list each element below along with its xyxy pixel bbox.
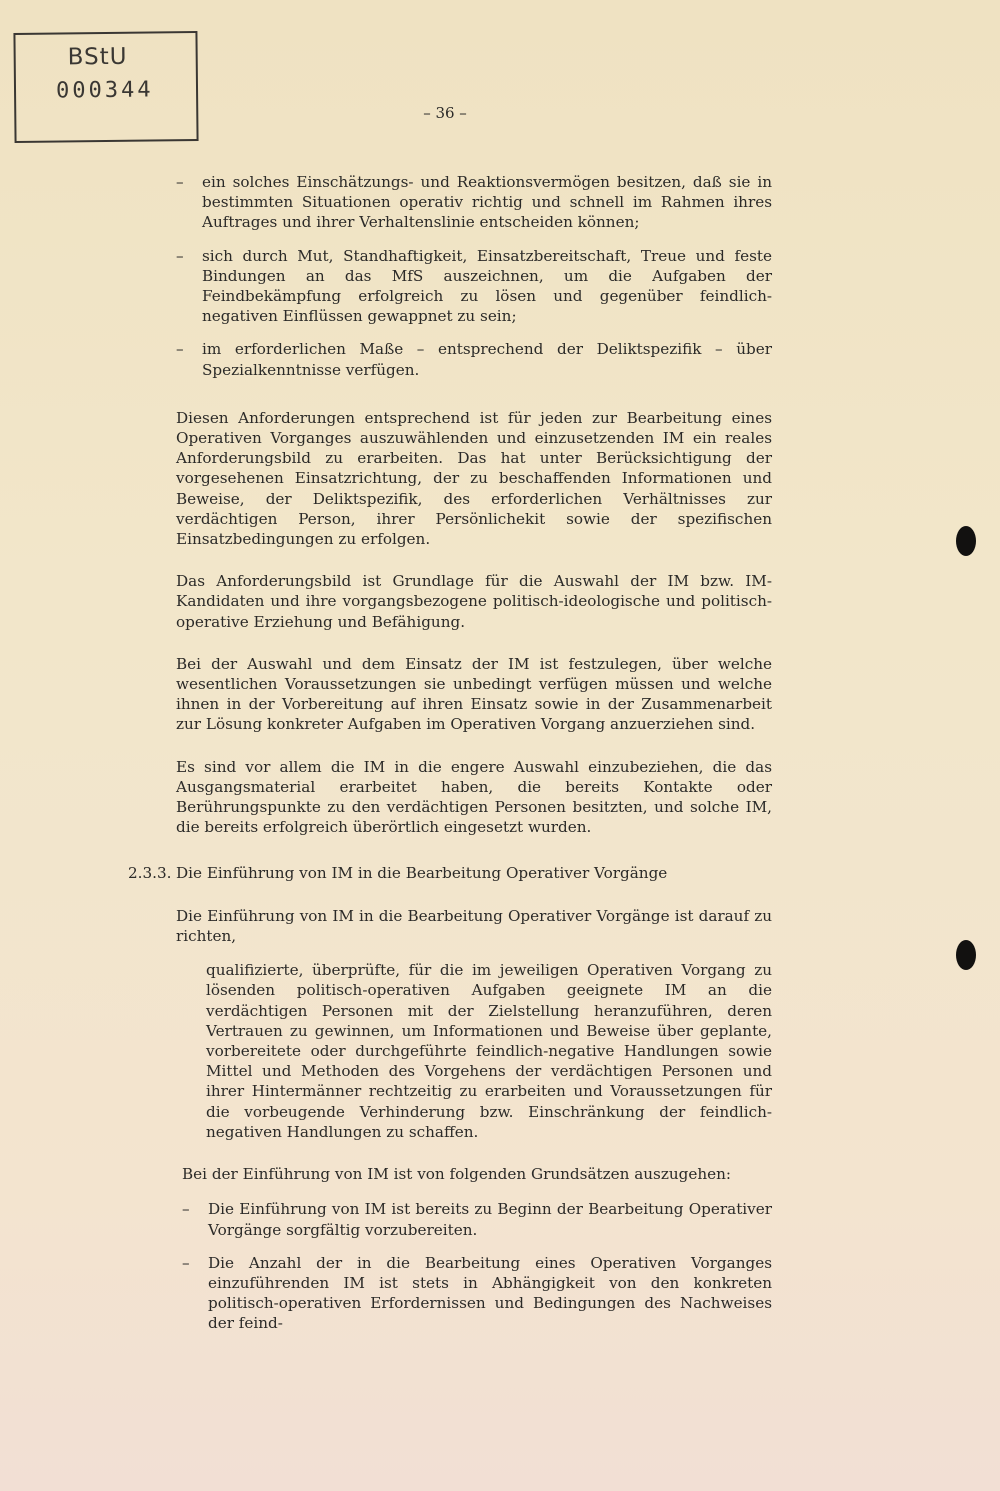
dash-bullet: –: [176, 246, 184, 265]
list-item: [176, 246, 772, 327]
dash-bullet: –: [176, 173, 184, 191]
dash-bullet: –: [182, 1253, 190, 1272]
paragraph: Es sind vor allem die IM in die engere Auswahl einzubeziehen, die das Ausgangsmaterial erarbeitet haben, die bereits Kontakte oder Berührungspunkte zu den verdächtigen Personen besitzten, und solche IM, die bereits erfolgreich überörtlich eingesetzt wurden.: [176, 757, 772, 837]
list-item-text: ein solches Einschätzungs- und Reaktionsvermögen besitzen, daß sie in bestimmten Situationen operativ richtig und schnell im Rahmen ihres Auftrages und ihrer Verhaltenslinie entscheiden können;: [202, 173, 772, 232]
list-item: [176, 339, 772, 379]
stamp-number: 000344: [55, 77, 154, 104]
indented-paragraph: qualifizierte, überprüfte, für die im jeweiligen Operativen Vorgang zu lösenden politisch-operativen Aufgaben geeignete IM an die verdächtigen Personen mit der Zielstellung heranzuführen, deren Vertrauen zu gewinnen, um Informationen und Beweise über geplante, vorbereitete oder durchgeführte feindlich-negative Handlungen sowie Mittel und Methoden des Vorgehens der verdächtigen Personen und ihrer Hintermänner rechtzeitig zu erarbeiten und Voraussetzungen für die vorbeugende Verhinderung bzw. Einschränkung der feindlich-negativen Handlungen zu schaffen.: [206, 961, 772, 1141]
list-item-text: sich durch Mut, Standhaftigkeit, Einsatzbereitschaft, Treue und feste Bindungen an das MfS auszeichnen, um die Aufgaben der Feindbekämpfung erfolgreich zu lösen und gegenüber feindlich-negativen Einflüssen gewappnet zu sein;: [202, 246, 772, 326]
stamp-title: BStU: [67, 43, 128, 71]
punch-hole: [956, 940, 976, 970]
dash-bullet: –: [182, 1200, 190, 1219]
paragraph: Diesen Anforderungen entsprechend ist für jeden zur Bearbeitung eines Operativen Vorganges auszuwählenden und einzusetzenden IM ein reales Anforderungsbild zu erarbeiten. Das hat unter Berücksichtigung der vorgesehenen Einsatzrichtung, der zu beschaffenden Informationen und Beweise, der Deliktspezifik, des erforderlichen Verhältnisses zur verdächtigen Person, ihrer Persönlichekit sowie der spezifischen Einsatzbedingungen zu erfolgen.: [176, 408, 772, 549]
list-item-text: im erforderlichen Maße – entsprechend der Deliktspezifik – über Spezialkenntnisse verfügen.: [202, 340, 772, 379]
archive-stamp: [13, 31, 198, 143]
section-intro: Die Einführung von IM in die Bearbeitung Operativer Vorgänge ist darauf zu richten,: [176, 906, 772, 945]
punch-hole: [956, 526, 976, 556]
requirements-list: [176, 172, 772, 380]
list-item: [176, 172, 772, 233]
dash-bullet: –: [176, 340, 184, 359]
page-number: – 36 –: [423, 104, 467, 122]
section-number: 2.3.3.: [128, 864, 172, 883]
paragraph: Das Anforderungsbild ist Grundlage für die Auswahl der IM bzw. IM-Kandidaten und ihre vorgangsbezogene politisch-ideologische und politisch-operative Erziehung und Befähigung.: [176, 572, 772, 631]
section-title: Die Einführung von IM in die Bearbeitung Operativer Vorgänge: [176, 864, 668, 883]
list-item: [182, 1253, 772, 1334]
list-item-text: Die Einführung von IM ist bereits zu Beginn der Bearbeitung Operativer Vorgänge sorgfältig vorzubereiten.: [208, 1200, 772, 1239]
paragraph: Bei der Auswahl und dem Einsatz der IM ist festzulegen, über welche wesentlichen Voraussetzungen sie unbedingt verfügen müssen und welche ihnen in der Vorbereitung auf ihren Einsatz sowie in der Zusammenarbeit zur Lösung konkreter Aufgaben im Operativen Vorgang anzuerziehen sind.: [176, 654, 772, 734]
document-body: [128, 172, 772, 1334]
list-item-text: Die Anzahl der in die Bearbeitung eines Operativen Vorganges einzuführenden IM ist stets in Abhängigkeit von den konkreten politisch-operativen Erfordernissen und Bedingungen des Nachweises der feind-: [208, 1253, 772, 1333]
list-item: [182, 1199, 772, 1239]
principles-lead: Bei der Einführung von IM ist von folgenden Grundsätzen auszugehen:: [182, 1164, 731, 1183]
section-heading: [128, 863, 772, 883]
principles-list: [176, 1199, 772, 1333]
